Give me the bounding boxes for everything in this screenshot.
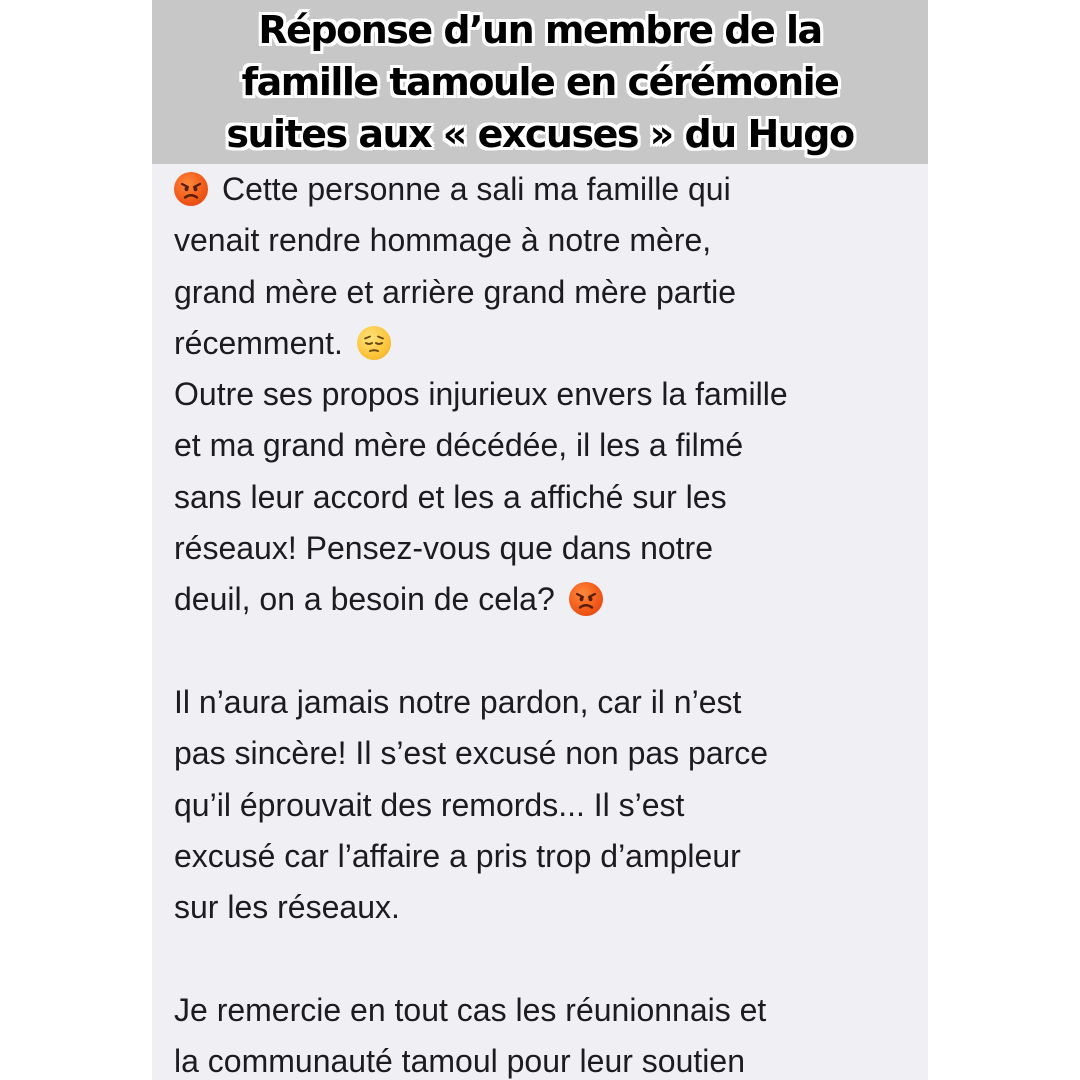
- message-line: qu’il éprouvait des remords... Il s’est: [174, 786, 685, 823]
- caption-line: famille tamoule en cérémonie: [241, 60, 839, 104]
- pensive-face-icon: [357, 326, 391, 360]
- paragraph-gap: [174, 626, 924, 677]
- message-line: sur les réseaux.: [174, 889, 400, 926]
- angry-face-icon: [569, 582, 603, 616]
- message-line: sans leur accord et les a affiché sur les: [174, 478, 727, 515]
- message-line: [174, 318, 924, 369]
- message-line: pas sincère! Il s’est excusé non pas parce: [174, 735, 769, 772]
- message-line: réseaux! Pensez-vous que dans notre: [174, 530, 713, 567]
- caption-line: Réponse d’un membre de la: [258, 8, 822, 52]
- message-line: [174, 574, 924, 625]
- message-text: Cette personne a sali ma famille qui: [222, 171, 731, 207]
- message-line: Outre ses propos injurieux envers la famille: [174, 376, 788, 413]
- message-line: et ma grand mère décédée, il les a filmé: [174, 427, 744, 464]
- notes-panel: [152, 0, 928, 1080]
- message-line: Je remercie en tout cas les réunionnais et: [174, 991, 767, 1028]
- caption-line: suites aux « excuses » du Hugo: [226, 112, 854, 156]
- message-line: excusé car l’affaire a pris trop d’ampleur: [174, 837, 741, 874]
- message-line: la communauté tamoul pour leur soutien: [174, 1043, 745, 1080]
- message-line: grand mère et arrière grand mère partie: [174, 273, 737, 310]
- message-line: Il n’aura jamais notre pardon, car il n’est: [174, 683, 742, 720]
- message-line: [174, 164, 924, 215]
- message-body[interactable]: [174, 164, 924, 1080]
- message-text: récemment.: [174, 324, 343, 361]
- paragraph-gap: [174, 933, 924, 984]
- angry-face-icon: [174, 172, 208, 206]
- caption-banner: [152, 0, 928, 164]
- message-line: venait rendre hommage à notre mère,: [174, 222, 712, 259]
- caption-title: [152, 4, 928, 160]
- message-text: deuil, on a besoin de cela?: [174, 581, 555, 618]
